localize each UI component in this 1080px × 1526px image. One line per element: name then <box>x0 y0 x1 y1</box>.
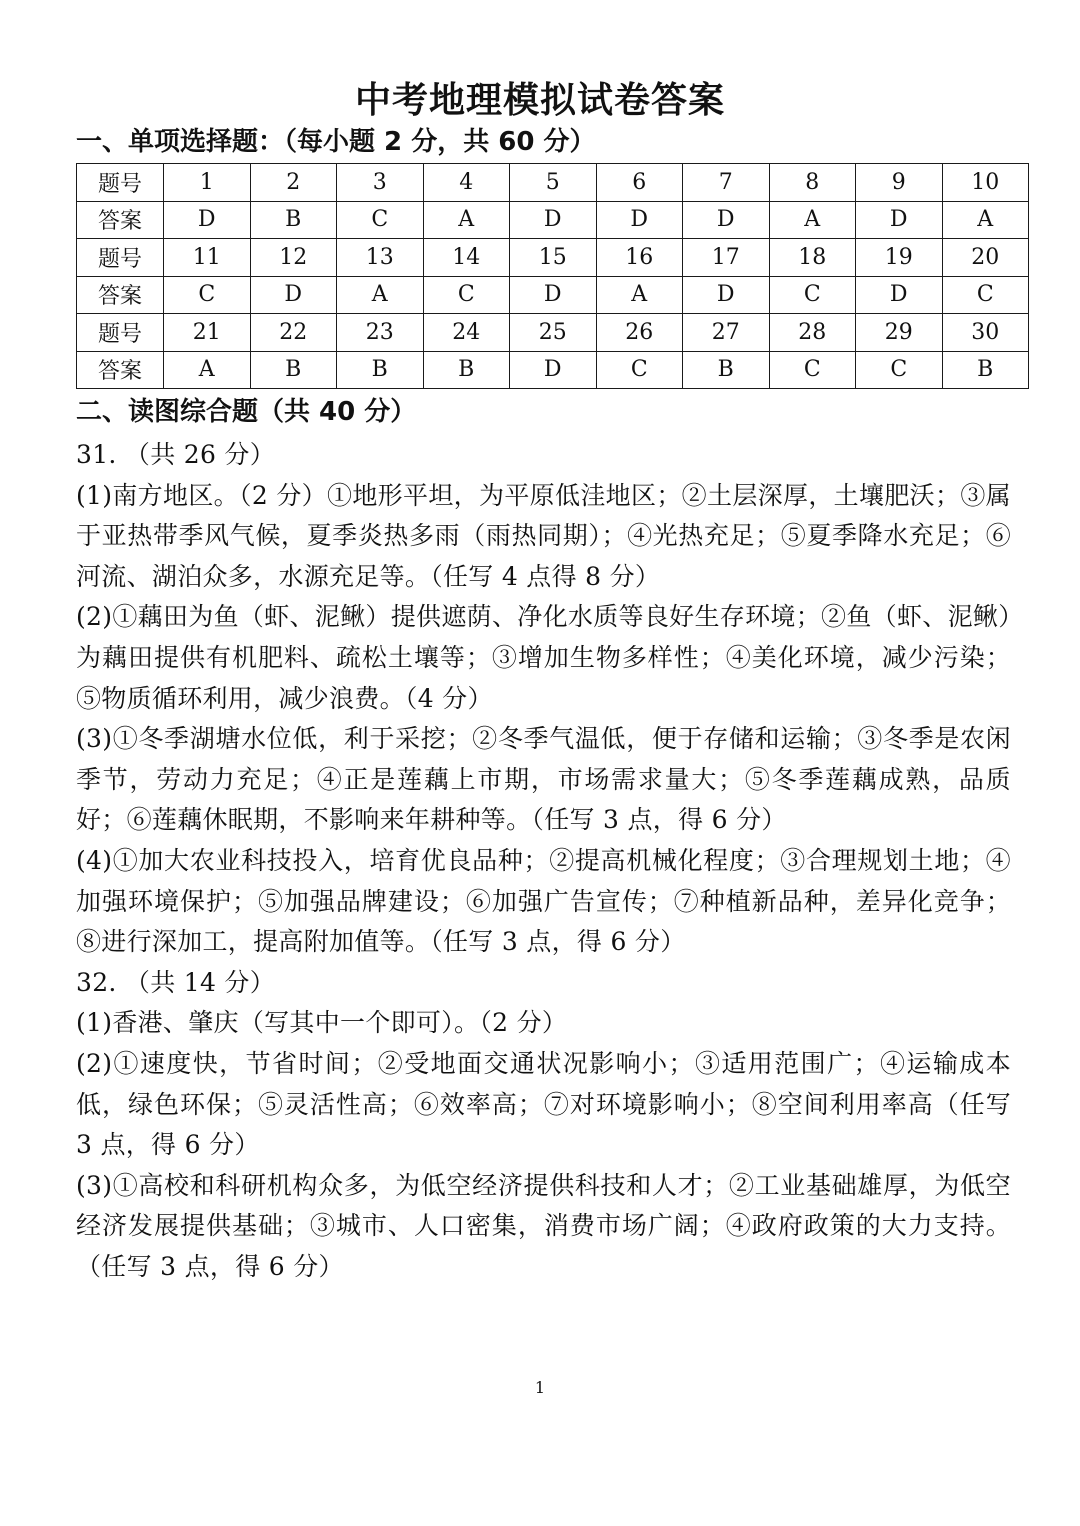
question-number: 9 <box>856 164 943 202</box>
question-number: 4 <box>423 164 510 202</box>
question-number: 23 <box>337 314 424 352</box>
question-number: 1 <box>164 164 251 202</box>
answer-cell: B <box>250 201 337 239</box>
table-row <box>77 201 1029 239</box>
answer-cell: D <box>856 276 943 314</box>
answer-31-part-1: (1)南方地区。（2 分）①地形平坦，为平原低洼地区；②土层深厚，土壤肥沃；③属于亚热带季风气候，夏季炎热多雨（雨热同期）；④光热充足；⑤夏季降水充足；⑥河流、湖泊众多，水源充足等。（任写 4 点得 8 分） <box>76 480 1011 591</box>
section-2-heading: 二、读图综合题（共 40 分） <box>76 397 417 427</box>
answer-cell: B <box>337 351 424 389</box>
question-number: 3 <box>337 164 424 202</box>
answer-31-part-4: (4)①加大农业科技投入，培育优良品种；②提高机械化程度；③合理规划土地；④加强环境保护；⑤加强品牌建设；⑥加强广告宣传；⑦种植新品种，差异化竞争；⑧进行深加工，提高附加值等。（任写 3 点，得 6 分） <box>76 845 1011 957</box>
answer-cell: C <box>337 201 424 239</box>
question-number-label: 题号 <box>77 314 164 352</box>
answer-cell: A <box>596 276 683 314</box>
answer-cell: C <box>423 276 510 314</box>
question-number: 13 <box>337 239 424 277</box>
question-number-label: 题号 <box>77 164 164 202</box>
question-number: 10 <box>942 164 1029 202</box>
question-number: 17 <box>683 239 770 277</box>
table-row <box>77 351 1029 389</box>
answer-cell: D <box>510 351 597 389</box>
answer-label: 答案 <box>77 351 164 389</box>
answer-32-part-2: (2)①速度快，节省时间；②受地面交通状况影响小；③适用范围广；④运输成本低，绿色环保；⑤灵活性高；⑥效率高；⑦对环境影响小；⑧空间利用率高（任写 3 点，得 6 分） <box>76 1048 1011 1160</box>
table-row <box>77 314 1029 352</box>
question-number: 2 <box>250 164 337 202</box>
answer-cell: D <box>510 201 597 239</box>
answer-cell: C <box>769 276 856 314</box>
question-number: 21 <box>164 314 251 352</box>
answer-cell: C <box>856 351 943 389</box>
question-number: 24 <box>423 314 510 352</box>
question-number: 25 <box>510 314 597 352</box>
question-number: 11 <box>164 239 251 277</box>
question-32-header: 32. （共 14 分） <box>76 967 276 997</box>
question-number: 28 <box>769 314 856 352</box>
question-number: 27 <box>683 314 770 352</box>
answer-cell: D <box>164 201 251 239</box>
answer-cell: B <box>683 351 770 389</box>
answer-table <box>76 163 1029 389</box>
question-number: 8 <box>769 164 856 202</box>
answer-cell: D <box>510 276 597 314</box>
answer-cell: B <box>942 351 1029 389</box>
answer-cell: A <box>337 276 424 314</box>
question-number: 20 <box>942 239 1029 277</box>
question-number: 6 <box>596 164 683 202</box>
question-number: 5 <box>510 164 597 202</box>
question-number: 26 <box>596 314 683 352</box>
question-number: 29 <box>856 314 943 352</box>
question-number: 14 <box>423 239 510 277</box>
question-number: 12 <box>250 239 337 277</box>
question-number: 18 <box>769 239 856 277</box>
page-number: 1 <box>534 1378 546 1397</box>
question-number: 15 <box>510 239 597 277</box>
answer-cell: D <box>683 201 770 239</box>
answer-text-body <box>76 435 1011 1287</box>
question-number: 19 <box>856 239 943 277</box>
answer-cell: B <box>423 351 510 389</box>
answer-cell: A <box>423 201 510 239</box>
answer-cell: A <box>769 201 856 239</box>
answer-cell: A <box>164 351 251 389</box>
question-number: 30 <box>942 314 1029 352</box>
answer-cell: C <box>769 351 856 389</box>
answer-label: 答案 <box>77 276 164 314</box>
question-number: 22 <box>250 314 337 352</box>
answer-cell: C <box>596 351 683 389</box>
answer-cell: D <box>856 201 943 239</box>
answer-cell: D <box>250 276 337 314</box>
answer-cell: C <box>942 276 1029 314</box>
answer-cell: B <box>250 351 337 389</box>
table-row <box>77 239 1029 277</box>
answer-cell: D <box>683 276 770 314</box>
answer-31-part-2: (2)①藕田为鱼（虾、泥鳅）提供遮荫、净化水质等良好生存环境；②鱼（虾、泥鳅）为藕田提供有机肥料、疏松土壤等；③增加生物多样性；④美化环境，减少污染；⑤物质循环利用，减少浪费。（4 分） <box>76 602 1011 713</box>
question-number: 16 <box>596 239 683 277</box>
page-title: 中考地理模拟试卷答案 <box>354 80 725 121</box>
answer-cell: D <box>596 201 683 239</box>
table-row <box>77 276 1029 314</box>
answer-cell: C <box>164 276 251 314</box>
question-number: 7 <box>683 164 770 202</box>
answer-label: 答案 <box>77 201 164 239</box>
table-row <box>77 164 1029 202</box>
answer-31-part-3: (3)①冬季湖塘水位低，利于采挖；②冬季气温低，便于存储和运输；③冬季是农闲季节，劳动力充足；④正是莲藕上市期，市场需求量大；⑤冬季莲藕成熟，品质好；⑥莲藕休眠期，不影响来年耕种等。（任写 3 点，得 6 分） <box>76 724 1011 835</box>
answer-32-part-3: (3)①高校和科研机构众多，为低空经济提供科技和人才；②工业基础雄厚，为低空经济发展提供基础；③城市、人口密集，消费市场广阔；④政府政策的大力支持。（任写 3 点，得 6 分） <box>76 1170 1011 1281</box>
answer-cell: A <box>942 201 1029 239</box>
question-number-label: 题号 <box>77 239 164 277</box>
answer-32-part-1: (1)香港、肇庆（写其中一个即可）。（2 分） <box>76 1008 568 1038</box>
section-1-heading: 一、单项选择题：（每小题 2 分，共 60 分） <box>76 127 596 157</box>
question-31-header: 31. （共 26 分） <box>76 440 276 469</box>
